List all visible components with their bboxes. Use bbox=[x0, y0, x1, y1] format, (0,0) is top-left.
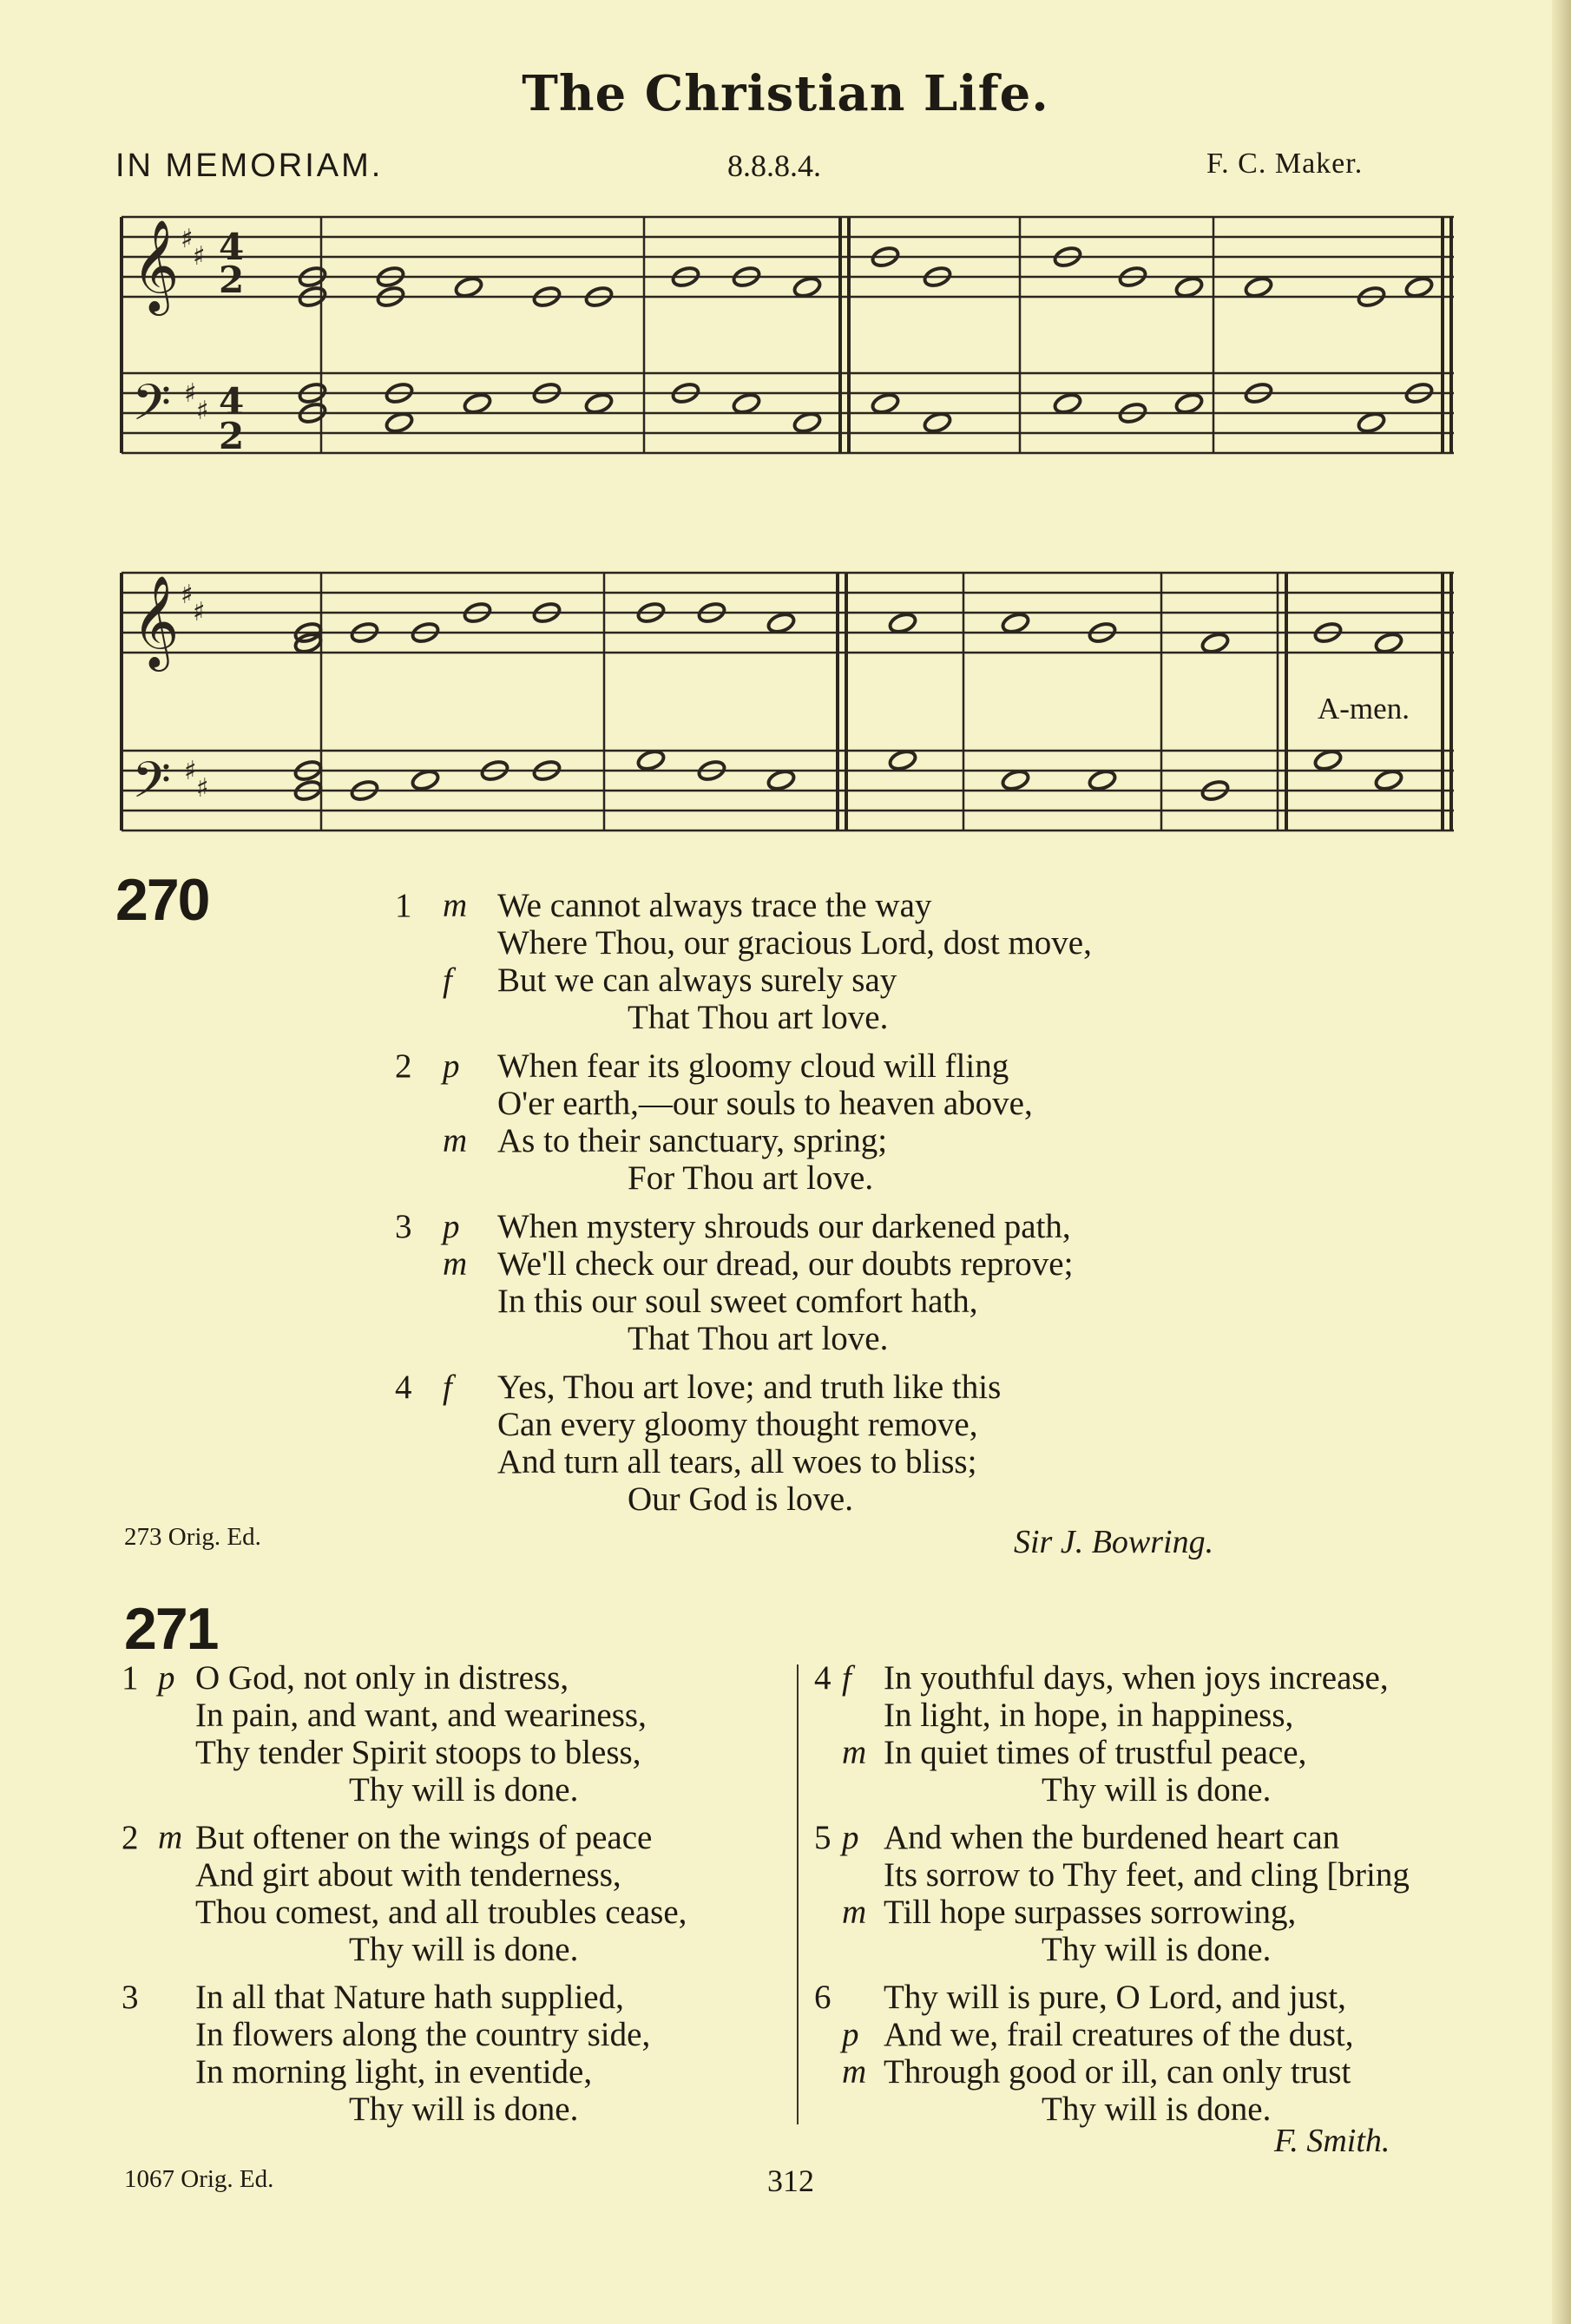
dynamic-marking: m bbox=[842, 1894, 867, 1931]
verse-text: And girt about with tenderness, bbox=[195, 1856, 621, 1894]
tune-name: IN MEMORIAM. bbox=[115, 148, 384, 184]
verse-text: For Thou art love. bbox=[628, 1159, 874, 1197]
dynamic-marking: p bbox=[158, 1659, 175, 1697]
verse-text: Thy will is done. bbox=[349, 2091, 579, 2128]
svg-text:2: 2 bbox=[219, 415, 245, 457]
svg-text:𝄢: 𝄢 bbox=[132, 751, 172, 822]
verse-text: We cannot always trace the way bbox=[497, 887, 932, 924]
verse-text: And turn all tears, all woes to bliss; bbox=[497, 1443, 977, 1480]
verse-text: Thou comest, and all troubles cease, bbox=[195, 1894, 687, 1931]
svg-text:4: 4 bbox=[219, 226, 245, 268]
verse-text: Our God is love. bbox=[628, 1480, 853, 1518]
verse-text: We'll check our dread, our doubts reprove; bbox=[497, 1245, 1074, 1283]
verse-text: And when the burdened heart can bbox=[884, 1819, 1340, 1856]
dynamic-marking: f bbox=[443, 962, 452, 999]
page-edge bbox=[1552, 0, 1571, 2324]
svg-text:𝄞: 𝄞 bbox=[132, 219, 180, 312]
verse-text: In light, in hope, in happiness, bbox=[884, 1697, 1294, 1734]
hymn-number-271: 271 bbox=[124, 1596, 218, 1662]
verse-text: As to their sanctuary, spring; bbox=[497, 1122, 888, 1159]
amen-label: A-men. bbox=[1318, 692, 1410, 725]
verse-text: In this our soul sweet comfort hath, bbox=[497, 1283, 978, 1320]
verse-number: 2 bbox=[122, 1819, 139, 1856]
music-system-1 bbox=[113, 195, 1476, 525]
verse-text: When mystery shrouds our darkened path, bbox=[497, 1208, 1071, 1245]
page-number: 312 bbox=[767, 2163, 814, 2198]
dynamic-marking: m bbox=[443, 887, 468, 924]
composer: F. C. Maker. bbox=[1206, 148, 1364, 180]
svg-text:2: 2 bbox=[219, 259, 245, 301]
dynamic-marking: m bbox=[842, 2053, 867, 2091]
verse-text: When fear its gloomy cloud will fling bbox=[497, 1047, 1009, 1085]
verse-number: 1 bbox=[395, 887, 412, 924]
verse-text: O'er earth,—our souls to heaven above, bbox=[497, 1085, 1033, 1122]
svg-text:𝄞: 𝄞 bbox=[132, 574, 180, 667]
verse-text: Till hope surpasses sorrowing, bbox=[884, 1894, 1297, 1931]
dynamic-marking: m bbox=[443, 1245, 468, 1283]
svg-text:♯: ♯ bbox=[193, 241, 206, 272]
verse-text: O God, not only in distress, bbox=[195, 1659, 569, 1697]
verse-text: But oftener on the wings of peace bbox=[195, 1819, 653, 1856]
dynamic-marking: m bbox=[443, 1122, 468, 1159]
svg-text:4: 4 bbox=[219, 380, 245, 423]
verse-text: In all that Nature hath supplied, bbox=[195, 1979, 624, 2016]
verse-text: In morning light, in eventide, bbox=[195, 2053, 593, 2091]
dynamic-marking: f bbox=[443, 1369, 452, 1406]
verse-text: Thy will is pure, O Lord, and just, bbox=[884, 1979, 1346, 2016]
dynamic-marking: p bbox=[443, 1208, 460, 1245]
hymn-270-orig-ed: 273 Orig. Ed. bbox=[124, 1523, 261, 1551]
verse-text: Thy tender Spirit stoops to bless, bbox=[195, 1734, 641, 1771]
svg-text:♯: ♯ bbox=[181, 224, 194, 254]
verse-number: 5 bbox=[814, 1819, 832, 1856]
verse-text: In flowers along the country side, bbox=[195, 2016, 651, 2053]
music-system-2 bbox=[113, 551, 1476, 855]
verse-text: That Thou art love. bbox=[628, 1320, 889, 1357]
verse-text: That Thou art love. bbox=[628, 999, 889, 1036]
svg-text:♯: ♯ bbox=[184, 756, 197, 786]
verse-text: But we can always surely say bbox=[497, 962, 897, 999]
verse-number: 3 bbox=[122, 1979, 139, 2016]
verse-text: Thy will is done. bbox=[1042, 1771, 1272, 1809]
verse-text: Thy will is done. bbox=[349, 1771, 579, 1809]
verse-text: Thy will is done. bbox=[1042, 2091, 1272, 2128]
dynamic-marking: p bbox=[842, 2016, 859, 2053]
svg-text:♯: ♯ bbox=[196, 396, 209, 426]
svg-text:♯: ♯ bbox=[196, 773, 209, 804]
meter: 8.8.8.4. bbox=[727, 148, 821, 183]
verse-text: Yes, Thou art love; and truth like this bbox=[497, 1369, 1002, 1406]
hymn-271-orig-ed: 1067 Orig. Ed. bbox=[124, 2165, 274, 2193]
verse-number: 3 bbox=[395, 1208, 412, 1245]
verse-text: Through good or ill, can only trust bbox=[884, 2053, 1351, 2091]
verse-text: Where Thou, our gracious Lord, dost move, bbox=[497, 924, 1092, 962]
verse-number: 4 bbox=[814, 1659, 832, 1697]
svg-text:♯: ♯ bbox=[193, 597, 206, 627]
verse-text: Can every gloomy thought remove, bbox=[497, 1406, 978, 1443]
verse-text: Thy will is done. bbox=[1042, 1931, 1272, 1968]
svg-text:𝄢: 𝄢 bbox=[132, 373, 172, 444]
verse-number: 2 bbox=[395, 1047, 412, 1085]
dynamic-marking: m bbox=[842, 1734, 867, 1771]
verse-text: In quiet times of trustful peace, bbox=[884, 1734, 1307, 1771]
hymn-271-author: F. Smith. bbox=[1274, 2123, 1390, 2159]
verse-text: In youthful days, when joys increase, bbox=[884, 1659, 1389, 1697]
verse-number: 6 bbox=[814, 1979, 832, 2016]
dynamic-marking: p bbox=[443, 1047, 460, 1085]
verse-text: In pain, and want, and weariness, bbox=[195, 1697, 647, 1734]
verse-number: 1 bbox=[122, 1659, 139, 1697]
dynamic-marking: f bbox=[842, 1659, 851, 1697]
verse-text: And we, frail creatures of the dust, bbox=[884, 2016, 1354, 2053]
verse-text: Thy will is done. bbox=[349, 1931, 579, 1968]
hymn-number-270: 270 bbox=[115, 867, 209, 933]
dynamic-marking: m bbox=[158, 1819, 183, 1856]
column-divider bbox=[797, 1664, 799, 2124]
dynamic-marking: p bbox=[842, 1819, 859, 1856]
verse-text: Its sorrow to Thy feet, and cling [bring bbox=[884, 1856, 1410, 1894]
svg-text:♯: ♯ bbox=[184, 378, 197, 409]
svg-text:♯: ♯ bbox=[181, 580, 194, 610]
section-title: The Christian Life. bbox=[522, 65, 1049, 122]
hymn-270-author: Sir J. Bowring. bbox=[1014, 1524, 1214, 1560]
verse-number: 4 bbox=[395, 1369, 412, 1406]
